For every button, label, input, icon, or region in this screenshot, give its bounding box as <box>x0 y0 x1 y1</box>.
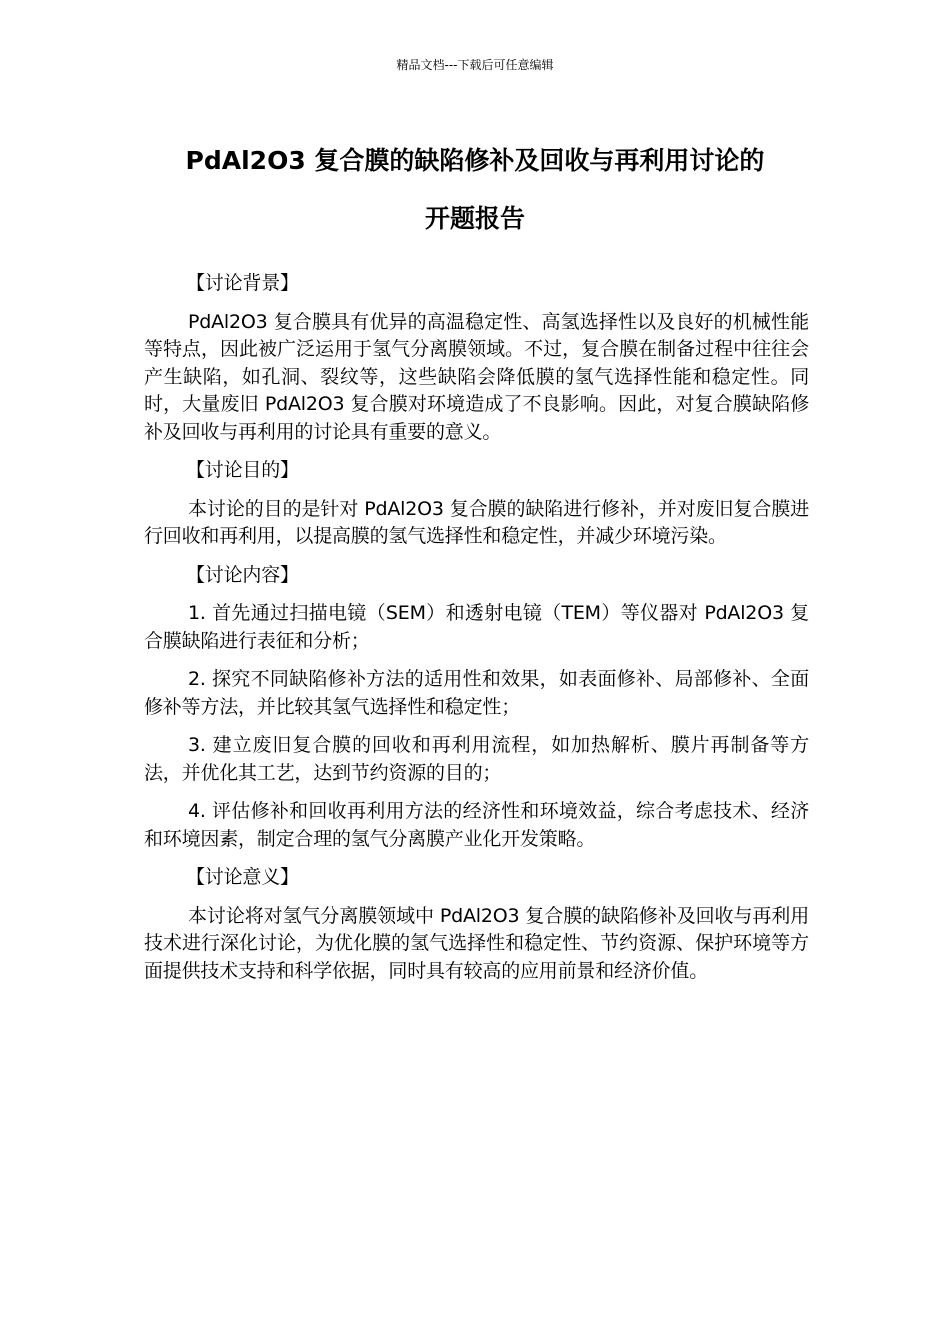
document-title <box>110 132 840 248</box>
section-heading-background: 【讨论背景】 <box>186 272 299 294</box>
significance-paragraph: 本讨论将对氢气分离膜领域中 PdAl2O3 复合膜的缺陷修补及回收与再利用技术进行深化讨论，为优化膜的氢气选择性和稳定性、节约资源、保护环境等方面提供技术支持和科学依据，同时具有较高的应用前景和经济价值。 <box>144 904 809 982</box>
content-item-2: 2. 探究不同缺陷修补方法的适用性和效果，如表面修补、局部修补、全面修补等方法，并比较其氢气选择性和稳定性； <box>144 668 809 718</box>
title-line-1: PdAl2O3 复合膜的缺陷修补及回收与再利用讨论的 <box>185 146 765 175</box>
content-item-4: 4. 评估修补和回收再利用方法的经济性和环境效益，综合考虑技术、经济和环境因素，制定合理的氢气分离膜产业化开发策略。 <box>144 800 809 850</box>
document-body <box>144 270 809 996</box>
header-note: 精品文档---下载后可任意编辑 <box>396 58 554 72</box>
purpose-paragraph: 本讨论的目的是针对 PdAl2O3 复合膜的缺陷进行修补，并对废旧复合膜进行回收和再利用，以提高膜的氢气选择性和稳定性，并减少环境污染。 <box>144 497 809 547</box>
content-item-1: 1. 首先通过扫描电镜（SEM）和透射电镜（TEM）等仪器对 PdAl2O3 复合膜缺陷进行表征和分析； <box>144 602 809 652</box>
section-heading-content: 【讨论内容】 <box>186 563 299 586</box>
title-line-2: 开题报告 <box>424 204 525 233</box>
section-heading-purpose: 【讨论目的】 <box>186 459 299 481</box>
background-paragraph: PdAl2O3 复合膜具有优异的高温稳定性、高氢选择性以及良好的机械性能等特点，因此被广泛运用于氢气分离膜领域。不过，复合膜在制备过程中往往会产生缺陷，如孔洞、裂纹等，这些缺陷会降低膜的氢气选择性能和稳定性。同时，大量废旧 PdAl2O3 复合膜对环境造成了不良影响。因此，对复合膜缺陷修补及回收与再利用的讨论具有重要的意义。 <box>144 310 809 443</box>
section-heading-significance: 【讨论意义】 <box>186 866 299 888</box>
content-item-3: 3. 建立废旧复合膜的回收和再利用流程，如加热解析、膜片再制备等方法，并优化其工艺，达到节约资源的目的； <box>144 734 809 784</box>
